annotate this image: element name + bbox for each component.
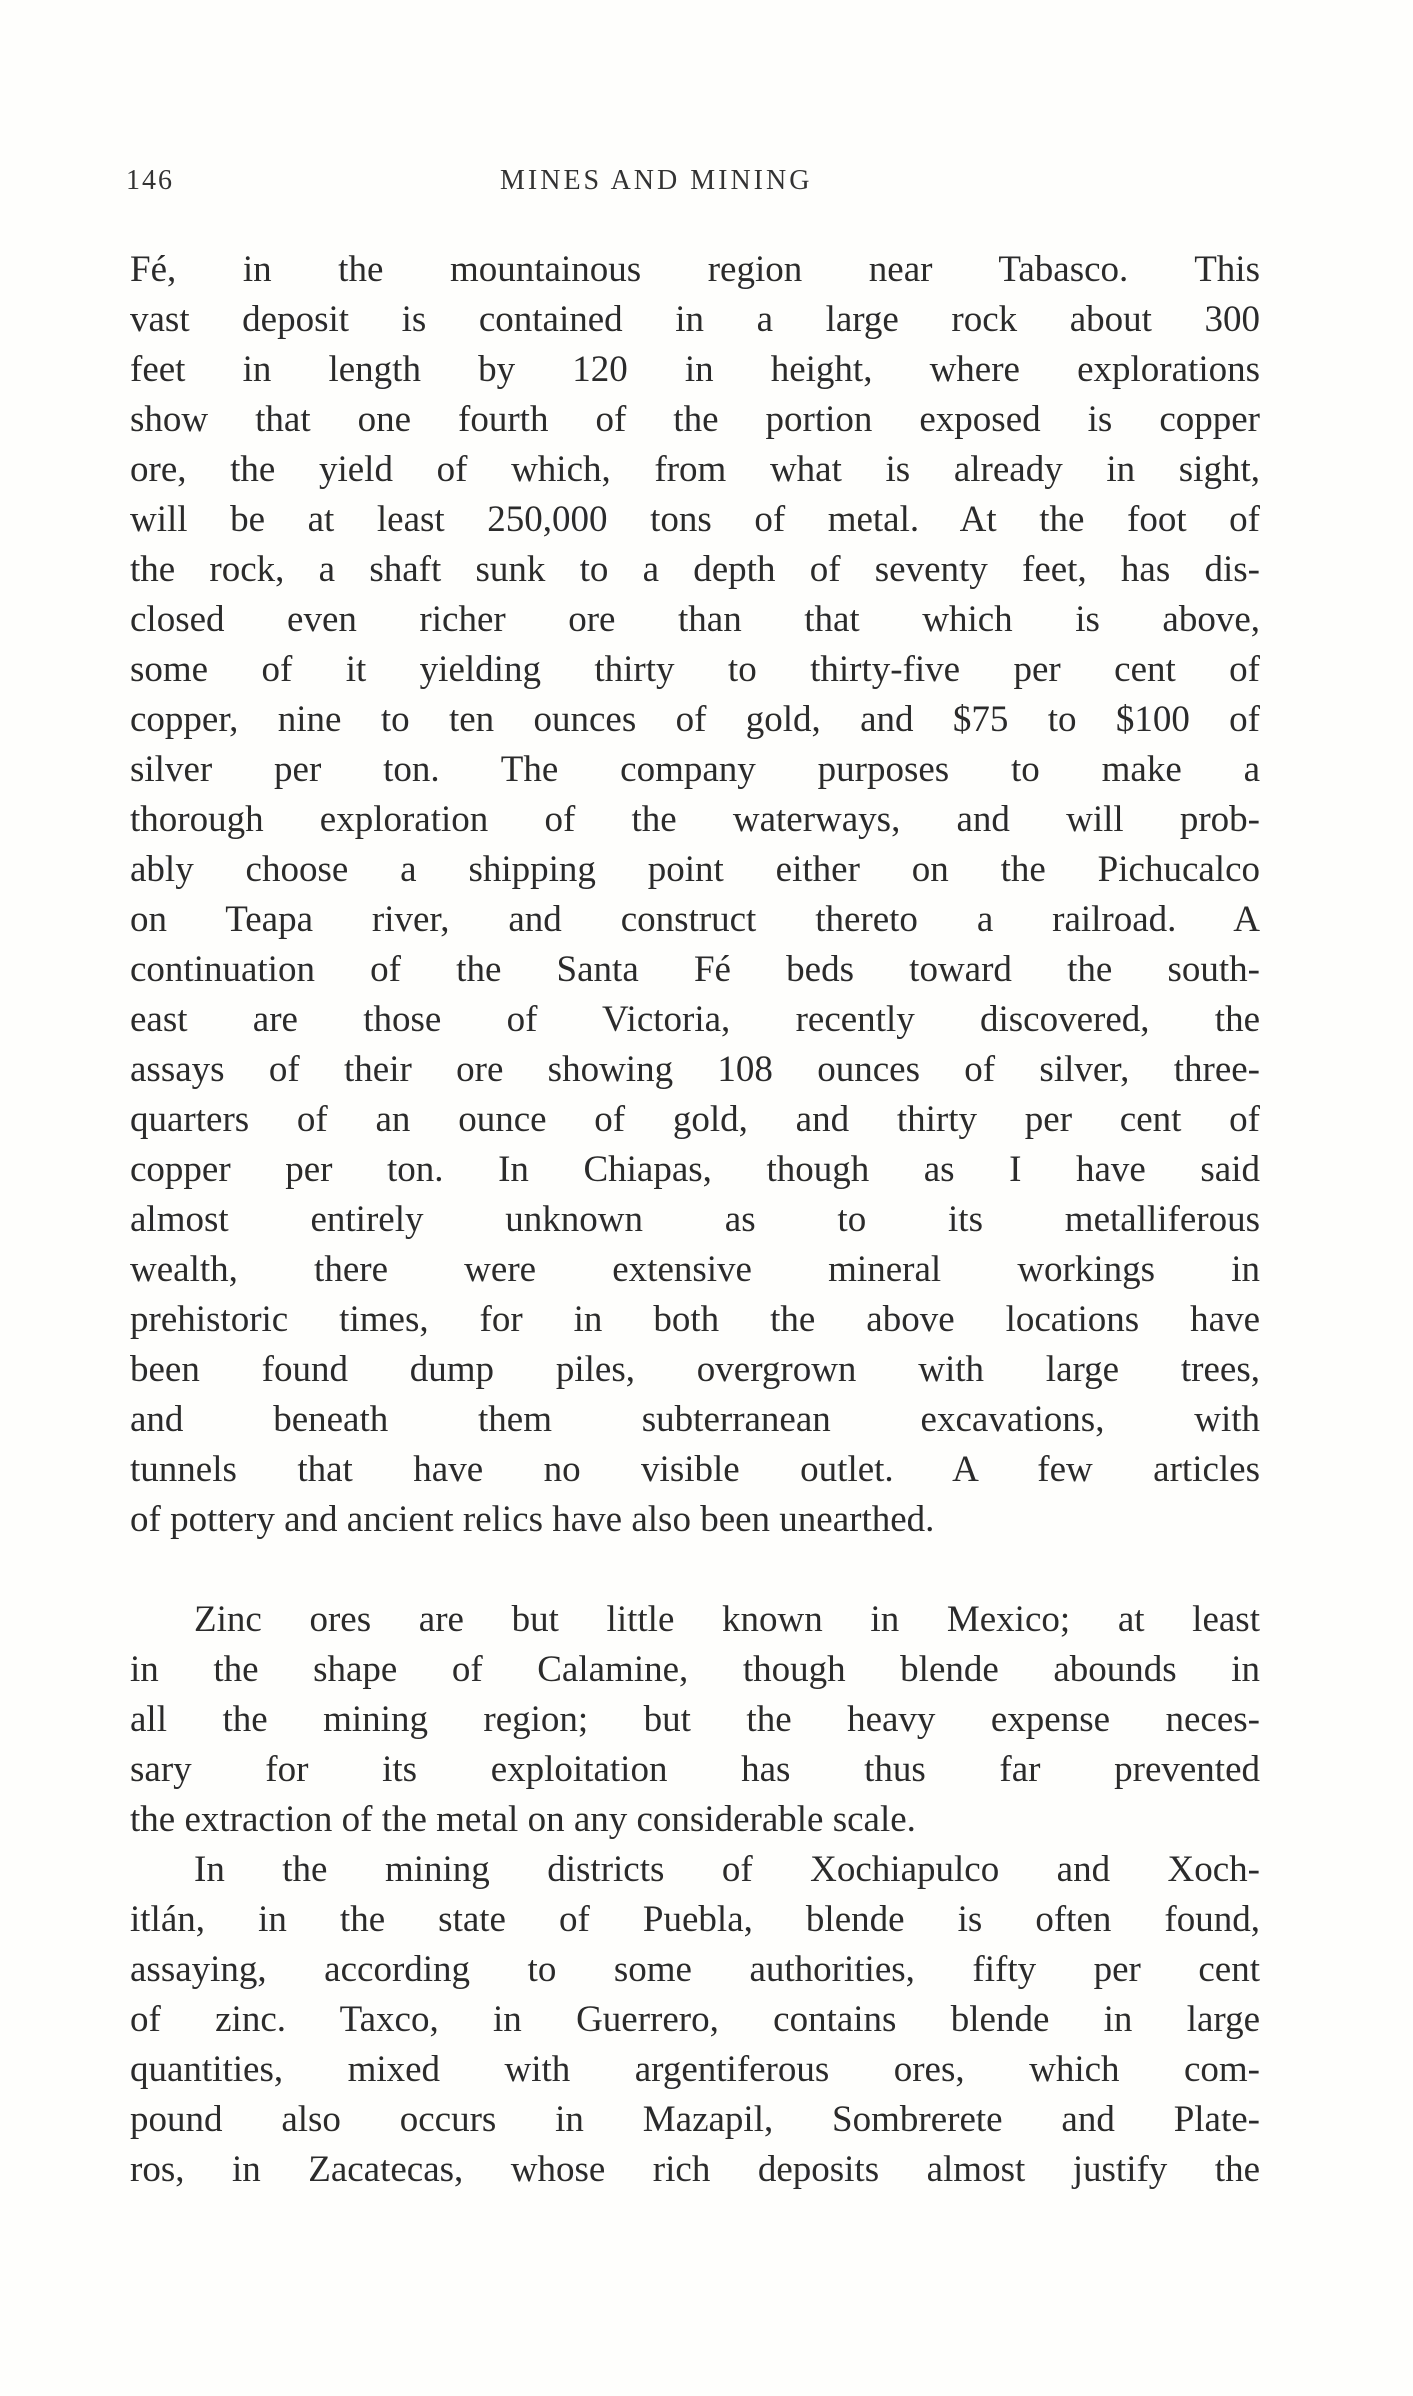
text-line: some of it yielding thirty to thirty-five per cent of [130,649,1260,690]
text-line: thorough exploration of the waterways, and will prob- [130,799,1260,840]
running-title: MINES AND MINING [500,165,813,196]
text-line: tunnels that have no visible outlet. A few articles [130,1449,1260,1490]
text-line: all the mining region; but the heavy expense neces- [130,1699,1260,1740]
text-line: quantities, mixed with argentiferous ores, which com- [130,2049,1260,2090]
text-line: closed even richer ore than that which is above, [130,599,1260,640]
book-page [120,150,1260,2300]
paragraph-spacer [130,1545,1260,1595]
text-line: itlán, in the state of Puebla, blende is often found, [130,1899,1260,1940]
text-line: almost entirely unknown as to its metalliferous [130,1199,1260,1240]
text-line: ore, the yield of which, from what is already in sight, [130,449,1260,490]
text-line: Fé, in the mountainous region near Tabasco. This [130,249,1260,290]
text-line: Zinc ores are but little known in Mexico; at least [194,1599,1260,1640]
text-line: of pottery and ancient relics have also been unearthed. [130,1499,935,1540]
text-line: wealth, there were extensive mineral workings in [130,1249,1260,1290]
text-line: the rock, a shaft sunk to a depth of seventy feet, has dis- [130,549,1260,590]
text-line: the extraction of the metal on any considerable scale. [130,1799,916,1840]
paragraph [130,1845,1260,2195]
text-line: feet in length by 120 in height, where explorations [130,349,1260,390]
paragraph [130,1595,1260,1845]
text-line: east are those of Victoria, recently discovered, the [130,999,1260,1040]
text-line: been found dump piles, overgrown with large trees, [130,1349,1260,1390]
text-line: vast deposit is contained in a large rock about 300 [130,299,1260,340]
text-line: prehistoric times, for in both the above locations have [130,1299,1260,1340]
text-line: of zinc. Taxco, in Guerrero, contains blende in large [130,1999,1260,2040]
text-line: on Teapa river, and construct thereto a railroad. A [130,899,1260,940]
text-line: quarters of an ounce of gold, and thirty per cent of [130,1099,1260,1140]
text-line: in the shape of Calamine, though blende abounds in [130,1649,1260,1690]
text-line: assays of their ore showing 108 ounces of silver, three- [130,1049,1260,1090]
text-line: will be at least 250,000 tons of metal. At the foot of [130,499,1260,540]
text-line: ros, in Zacatecas, whose rich deposits almost justify the [130,2149,1260,2190]
text-line: ably choose a shipping point either on the Pichucalco [130,849,1260,890]
text-line: pound also occurs in Mazapil, Sombrerete and Plate- [130,2099,1260,2140]
text-line: silver per ton. The company purposes to make a [130,749,1260,790]
text-line: and beneath them subterranean excavations, with [130,1399,1260,1440]
text-line: assaying, according to some authorities, fifty per cent [130,1949,1260,1990]
text-line: copper, nine to ten ounces of gold, and $75 to $100 of [130,699,1260,740]
paragraph [130,245,1260,1545]
body-text [130,245,1260,2195]
text-line: In the mining districts of Xochiapulco and Xoch- [194,1849,1260,1890]
text-line: copper per ton. In Chiapas, though as I have said [130,1149,1260,1190]
page-number: 146 [126,165,174,196]
page-header [120,165,1260,205]
text-line: sary for its exploitation has thus far prevented [130,1749,1260,1790]
text-line: show that one fourth of the portion exposed is copper [130,399,1260,440]
text-line: continuation of the Santa Fé beds toward the south- [130,949,1260,990]
